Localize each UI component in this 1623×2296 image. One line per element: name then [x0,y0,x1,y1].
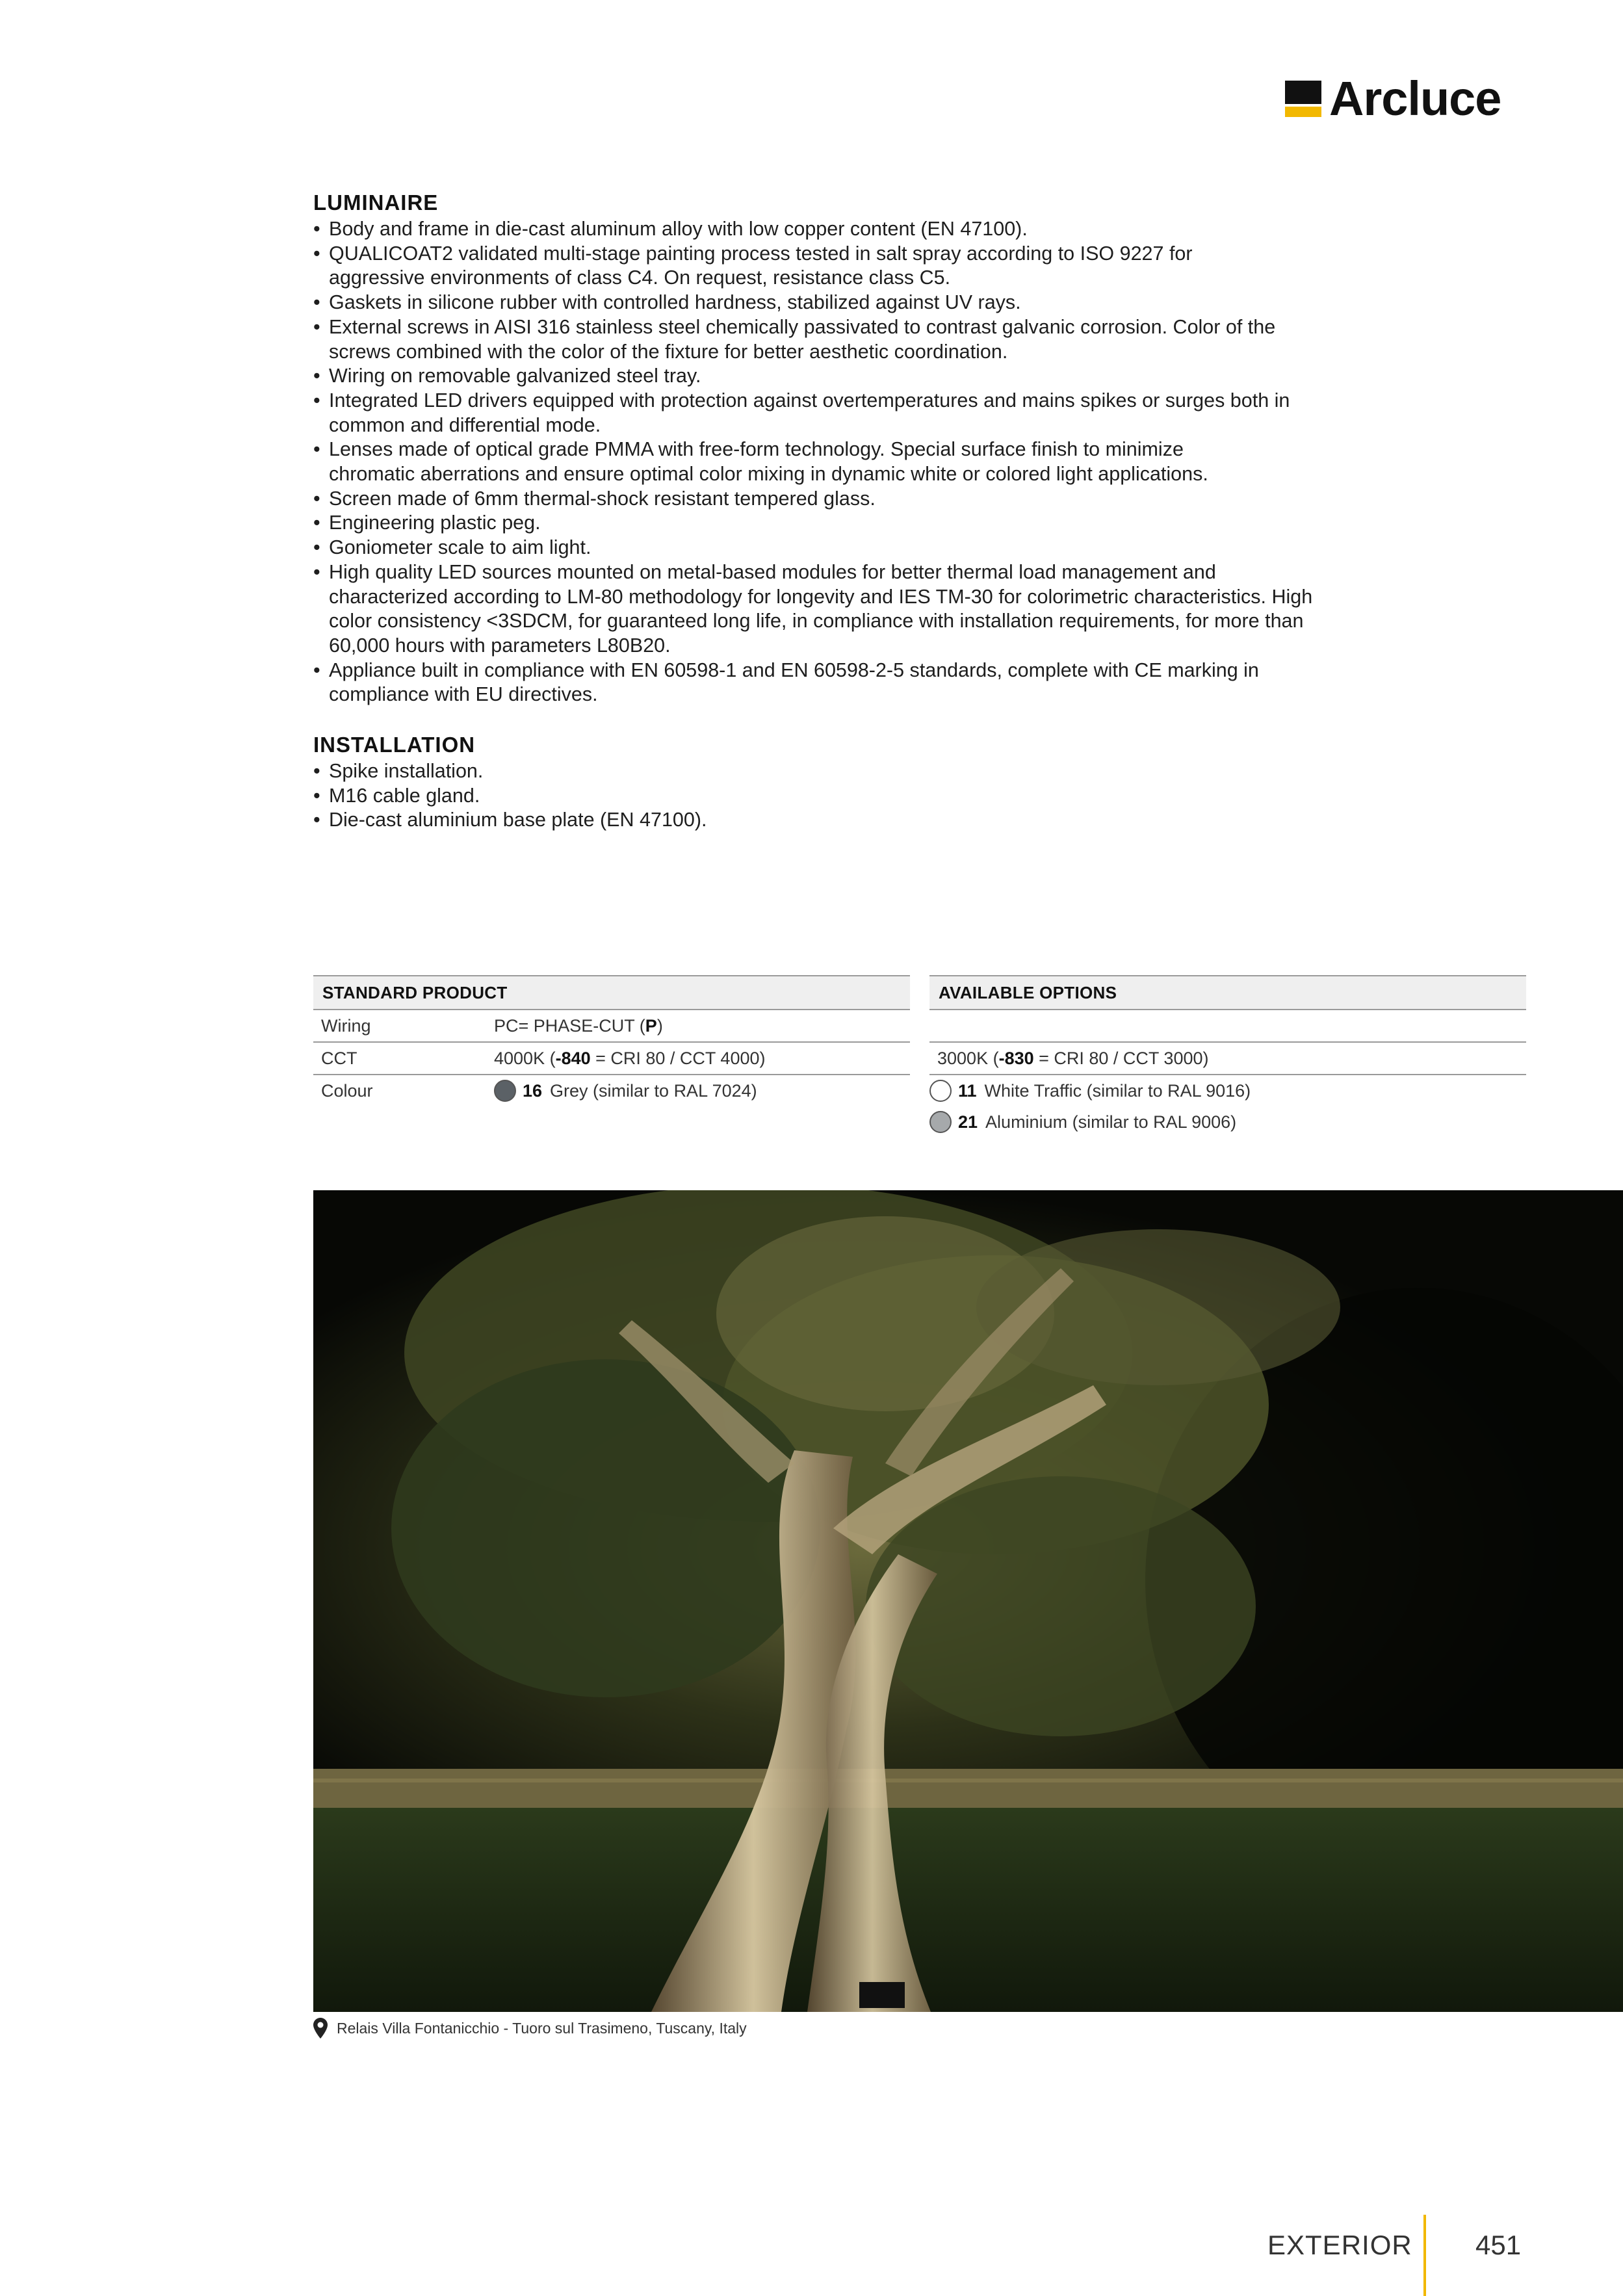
installation-list [313,759,1301,833]
cct-option-text: 3000K ( [937,1048,999,1068]
list-item: • External screws in AISI 316 stainless steel chemically passivated to contrast galvanic corrosion. Color of the screws combined with the color of the fixture for better aesthetic coordination. [313,315,1278,364]
list-item: • Engineering plastic peg. [313,511,1301,536]
cct-value [494,1049,910,1069]
caption-text: Relais Villa Fontanicchio - Tuoro sul Trasimeno, Tuscany, Italy [337,2019,747,2037]
table-row [929,1074,1526,1106]
wiring-label: Wiring [321,1015,371,1036]
list-item: • Body and frame in die-cast aluminum alloy with low copper content (EN 47100). [313,217,1301,242]
colour-option-code: 11 [958,1080,977,1101]
list-item: • Goniometer scale to aim light. [313,536,1301,560]
list-item: • Appliance built in compliance with EN 60598-1 and EN 60598-2-5 standards, complete with CE marking in compliance with EU directives. [313,659,1284,707]
white-swatch-icon [929,1080,952,1102]
table-row [313,1009,910,1041]
colour-value [494,1080,910,1102]
list-item: • Die-cast aluminium base plate (EN 47100). [313,808,1301,833]
cct-option-suffix: = CRI 80 / CCT 3000) [1033,1048,1209,1068]
olive-tree-night-photo [313,1190,1623,2012]
table-row [929,1041,1526,1074]
brand-logo [1285,73,1501,125]
colour-option-text: Aluminium (similar to RAL 9006) [985,1112,1237,1132]
grey-swatch-icon [494,1080,516,1102]
wiring-code: P [645,1015,657,1036]
list-item: • Integrated LED drivers equipped with protection against overtemperatures and mains spikes or surges both in common and differential mode. [313,389,1304,437]
table-row [313,1041,910,1074]
wiring-value [494,1016,910,1036]
list-item: • High quality LED sources mounted on metal-based modules for better thermal load management and characterized according to LM-80 methodology for longevity and IES TM-30 for colorimetric characteristics. High color consistency <3SDCM, for guaranteed long life, in compliance with installation requirements, for more than 60,000 hours with parameters L80B20. [313,560,1314,659]
wiring-text: PC= PHASE-CUT ( [494,1015,645,1036]
logo-mark-icon [1285,81,1321,117]
list-item: • Gaskets in silicone rubber with controlled hardness, stabilized against UV rays. [313,291,1301,315]
aluminium-swatch-icon [929,1111,952,1133]
cct-option [929,1049,1526,1069]
cct-text: 4000K ( [494,1048,556,1068]
colour-option-text: White Traffic (similar to RAL 9016) [984,1080,1251,1101]
luminaire-list [313,217,1313,707]
page-number: 451 [1475,2230,1522,2260]
location-pin-icon [313,2018,328,2039]
list-item: • Wiring on removable galvanized steel tray. [313,364,1301,389]
wiring-suffix: ) [656,1015,663,1036]
standard-product-header: STANDARD PRODUCT [313,975,910,1009]
cct-suffix: = CRI 80 / CCT 4000) [590,1048,766,1068]
list-item: • Spike installation. [313,759,1301,784]
luminaire-section [313,189,1313,707]
colour-label: Colour [321,1080,373,1101]
colour-option [929,1080,1526,1102]
photo-caption [313,2016,747,2040]
colour-option-code: 21 [958,1112,978,1132]
colour-text: Grey (similar to RAL 7024) [550,1080,757,1101]
colour-code: 16 [523,1080,543,1101]
footer-divider [1423,2215,1426,2296]
luminaire-heading: LUMINAIRE [313,190,439,215]
list-item: • Screen made of 6mm thermal-shock resistant tempered glass. [313,487,1301,512]
colour-option [929,1111,1526,1133]
available-options-header: AVAILABLE OPTIONS [929,975,1526,1009]
cct-label: CCT [321,1048,357,1068]
list-item: • QUALICOAT2 validated multi-stage painting process tested in salt spray according to ISO 9227 for aggressive environments of class C4. On request, resistance class C5. [313,242,1239,291]
cct-code: -840 [555,1048,591,1068]
cct-option-code: -830 [998,1048,1034,1068]
table-row [929,1106,1526,1138]
list-item: • Lenses made of optical grade PMMA with free-form technology. Special surface finish to minimize chromatic aberrations and ensure optimal color mixing in dynamic white or colored light applications. [313,437,1258,486]
available-options-table [929,975,1526,1138]
brand-name: Arcluce [1329,72,1501,125]
table-row [313,1074,910,1106]
standard-product-table [313,975,910,1106]
table-row [929,1009,1526,1041]
installation-heading: INSTALLATION [313,733,476,757]
installation-section [313,731,1301,833]
list-item: • M16 cable gland. [313,784,1301,809]
section-label: EXTERIOR [1267,2230,1412,2260]
